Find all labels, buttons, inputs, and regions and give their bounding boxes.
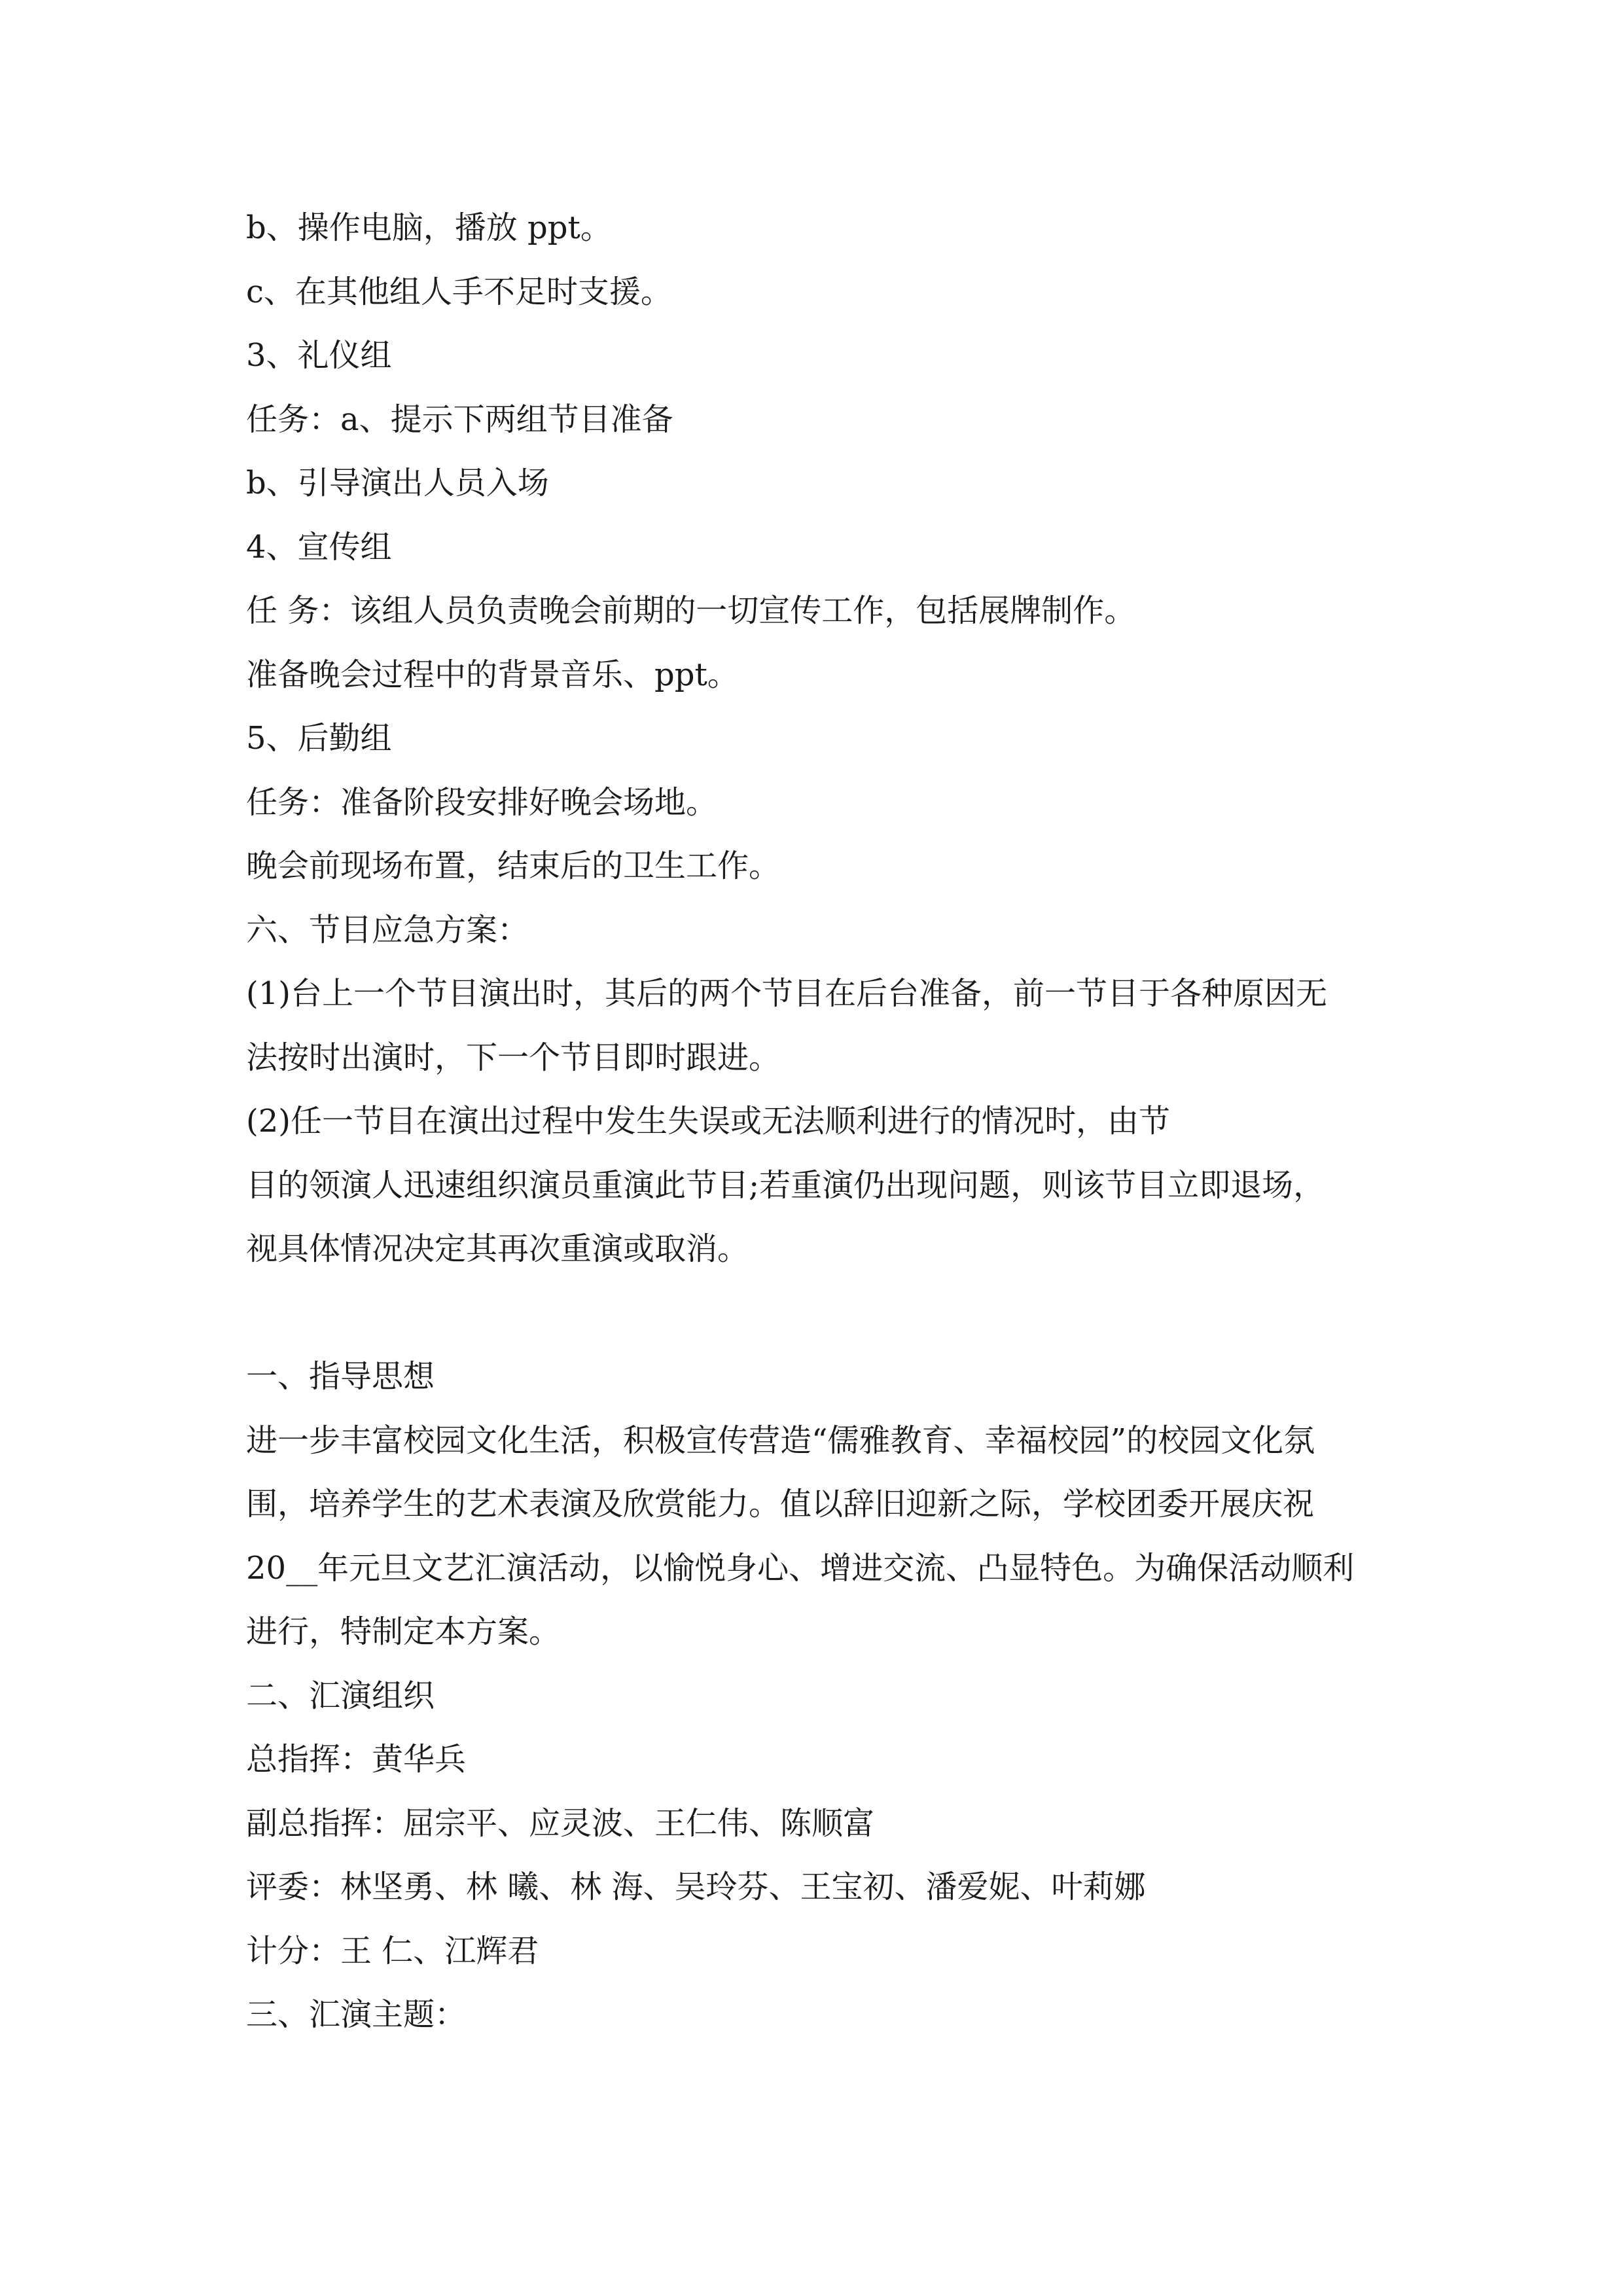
text-line: 评委：林坚勇、林 曦、林 海、吴玲芬、王宝初、潘爱妮、叶莉娜 [246, 1869, 1146, 1905]
text-line: 副总指挥：屈宗平、应灵波、王仁伟、陈顺富 [246, 1804, 875, 1842]
section-heading: 3、礼仪组 [246, 337, 392, 374]
text-line: b、操作电脑，播放 ppt。 [246, 209, 612, 246]
text-line: 法按时出演时，下一个节目即时跟进。 [246, 1039, 781, 1076]
text-line: (1)台上一个节目演出时，其后的两个节目在后台准备，前一节目于各种原因无 [246, 975, 1327, 1012]
section-heading: 三、汇演主题： [246, 1996, 467, 2033]
section-heading: 5、后勤组 [246, 720, 392, 757]
text-line: 任务：a、提示下两组节目准备 [246, 401, 673, 438]
text-line: 目的领演人迅速组织演员重演此节目;若重演仍出现问题，则该节目立即退场， [246, 1166, 1325, 1204]
text-line: b、引导演出人员入场 [246, 465, 549, 501]
section-heading: 六、节目应急方案： [246, 911, 529, 948]
text-line: 准备晚会过程中的背景音乐、ppt。 [246, 656, 739, 693]
section-heading: 一、指导思想 [246, 1358, 435, 1395]
section-heading: 4、宣传组 [246, 528, 392, 565]
text-line: 总指挥：黄华兵 [246, 1741, 467, 1778]
text-line: 进一步丰富校园文化生活，积极宣传营造“儒雅教育、幸福校园”的校园文化氛 [246, 1422, 1315, 1459]
text-line: 计分：王 仁、江辉君 [246, 1932, 539, 1969]
text-line: 20__年元旦文艺汇演活动，以愉悦身心、增进交流、凸显特色。为确保活动顺利 [246, 1549, 1355, 1587]
text-line: 视具体情况决定其再次重演或取消。 [246, 1230, 749, 1267]
paragraph-gap [246, 1282, 1411, 1346]
text-line: 进行，特制定本方案。 [246, 1613, 561, 1650]
document-body [246, 196, 1411, 2047]
text-line: 围，培养学生的艺术表演及欣赏能力。值以辞旧迎新之际，学校团委开展庆祝 [246, 1486, 1315, 1522]
section-heading: 二、汇演组织 [246, 1677, 435, 1714]
text-line: c、在其他组人手不足时支援。 [246, 273, 672, 310]
text-line: 任 务：该组人员负责晚会前期的一切宣传工作，包括展牌制作。 [246, 592, 1136, 629]
text-line: 任务：准备阶段安排好晚会场地。 [246, 783, 718, 821]
text-line: (2)任一节目在演出过程中发生失误或无法顺利进行的情况时，由节 [246, 1103, 1170, 1139]
text-line: 晚会前现场布置，结束后的卫生工作。 [246, 848, 781, 884]
